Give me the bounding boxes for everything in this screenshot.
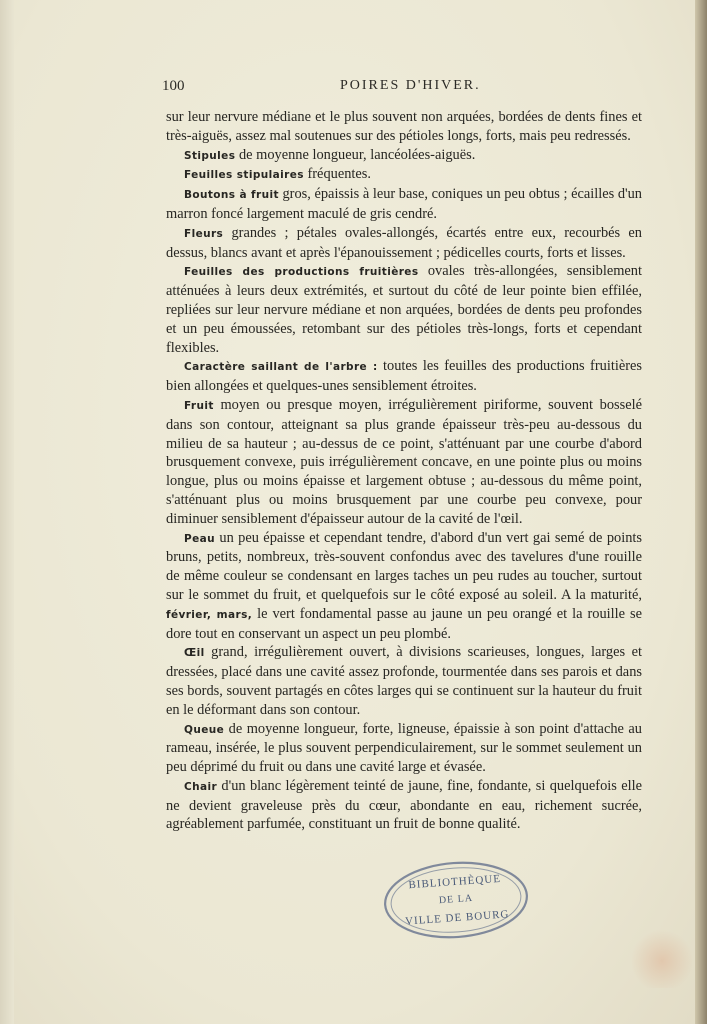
description-run: d'un blanc légèrement teinté de jaune, fine, fondante, si quelquefois elle ne devient graveleuse près du cœur, abondante en eau, richement sucrée, agréablement parfumée, constituant un fruit de bonne qualité. xyxy=(166,777,642,833)
paragraph xyxy=(166,643,642,719)
term-label: Fruit xyxy=(184,399,214,412)
description-run: grand, irrégulièrement ouvert, à divisions scarieuses, longues, larges et dressées, placé dans une cavité assez profonde, tourmentée dans ses parois et dans ses bords, souvent partagés en côtes larges qui se continuent sur la hauteur du fruit en le déformant dans son contour. xyxy=(166,644,642,718)
paragraph xyxy=(166,777,642,834)
description-run: sur leur nervure médiane et le plus souvent non arquées, bordées de dents fines et très-aiguës, assez mal soutenues sur des pétioles longs, forts, mais peu redressés. xyxy=(166,109,642,144)
term-label: Fleurs xyxy=(184,227,224,240)
term-label: Caractère saillant de l'arbre : xyxy=(184,361,378,374)
description-run: toutes les feuilles des productions fruitières bien allongées et quelques-unes sensiblement étroites. xyxy=(166,358,642,395)
running-title: POIRES D'HIVER. xyxy=(340,78,481,93)
term-label: Chair xyxy=(184,780,218,793)
term-label: Queue xyxy=(184,723,225,736)
term-label: Boutons à fruit xyxy=(184,189,279,202)
term-label: Stipules xyxy=(184,149,236,162)
description-run: de moyenne longueur, forte, ligneuse, épaissie à son point d'attache au rameau, insérée, le plus souvent perpendiculairement, sur le sommet seulement un peu déprimé du fruit ou dans une cavité large et évasée. xyxy=(166,720,642,776)
description-run: grandes ; pétales ovales-allongés, écartés entre eux, recourbés en dessus, blancs avant et après l'épanouissement ; pédicelles courts, forts et lisses. xyxy=(166,224,642,261)
paragraph xyxy=(166,224,642,263)
description-run: ovales très-allongées, sensiblement atténuées à leurs deux extrémités, et surtout du côté de leur pointe bien effilée, repliées sur leur nervure médiane et non arquées, bordées de dents peu profondes et un peu émoussées, retombant sur des pétioles très-longs, forts et cependant flexibles. xyxy=(166,263,642,356)
paragraph xyxy=(166,529,642,644)
term-label: Peau xyxy=(184,532,215,545)
stamp-line-3: VILLE DE BOURG xyxy=(404,908,510,928)
paragraph xyxy=(166,720,642,777)
description-run: gros, épaissis à leur base, coniques un peu obtus ; écailles d'un marron foncé largement maculé de gris cendré. xyxy=(166,186,642,222)
running-header xyxy=(162,78,652,100)
paragraph xyxy=(166,108,642,146)
term-label: Œil xyxy=(184,647,205,660)
description-run: le vert fondamental passe au jaune un peu orangé et la rouille se dore tout en conservant un aspect un peu plombé. xyxy=(166,605,642,642)
paragraph xyxy=(166,165,642,185)
paragraph xyxy=(166,396,642,529)
stamp-line-1: BIBLIOTHÈQUE xyxy=(408,872,502,892)
term-label: février, mars, xyxy=(166,608,253,621)
term-label: Feuilles stipulaires xyxy=(184,169,304,182)
stamp-line-2: DE LA xyxy=(438,892,474,907)
book-spine-shadow xyxy=(695,0,707,1024)
paper-stain xyxy=(632,928,692,988)
description-run: fréquentes. xyxy=(303,166,372,183)
description-run: un peu épaisse et cependant tendre, d'abord d'un vert gai semé de points bruns, petits, nombreux, très-souvent confondus avec des tavelures d'une rouille de même couleur se condensant en larges taches un peu rudes au toucher, surtout sur le sommet du fruit, et quelquefois sur le côté exposé au soleil. A la maturité, xyxy=(166,529,642,603)
paragraph xyxy=(166,262,642,357)
library-stamp xyxy=(379,855,532,945)
page-number: 100 xyxy=(162,78,185,94)
description-run: moyen ou presque moyen, irrégulièrement piriforme, souvent bosselé dans son contour, atteignant sa plus grande épaisseur très-peu au-dessous du milieu de sa hauteur ; au-dessus de ce point, s'atténuant par une courbe d'abord brusquement convexe, puis irrégulièrement concave, en une pointe plus ou moins longue, plus ou moins épaisse et largement obtuse ; au-dessous du même point, s'atténuant plus ou moins brusquement par une courbe peu convexe, pour diminuer sensiblement d'épaisseur autour de la cavité de l'œil. xyxy=(166,396,642,527)
paragraph xyxy=(166,357,642,396)
paragraph xyxy=(166,146,642,166)
term-label: Feuilles des productions fruitières xyxy=(184,266,419,279)
description-run: de moyenne longueur, lancéolées-aiguës. xyxy=(235,146,476,163)
description-text xyxy=(166,108,642,834)
paragraph xyxy=(166,185,642,224)
